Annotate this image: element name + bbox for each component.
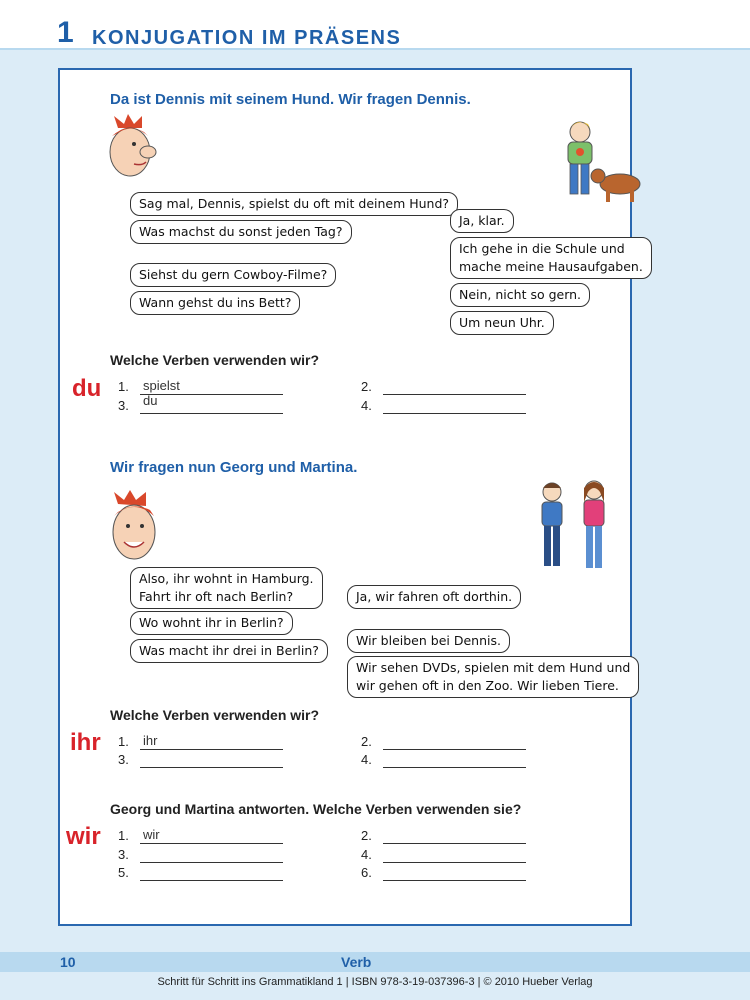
answer-line: mache meine Hausaufgaben. — [459, 259, 643, 274]
answer-line[interactable] — [383, 413, 526, 414]
section2-title: Wir fragen nun Georg und Martina. — [110, 459, 358, 476]
speech-bubble-question — [130, 567, 323, 609]
item-number: 1. — [118, 734, 129, 749]
item-number: 4. — [361, 752, 372, 767]
speech-bubble-question: Was macht ihr drei in Berlin? — [130, 639, 328, 663]
speech-bubble-question: Siehst du gern Cowboy-Filme? — [130, 263, 336, 287]
answer-line[interactable] — [140, 413, 283, 414]
section1-exercise-title: Welche Verben verwenden wir? — [110, 352, 320, 368]
answer-line[interactable] — [383, 749, 526, 750]
answer-line[interactable] — [383, 880, 526, 881]
pronoun-ihr: ihr — [70, 729, 101, 756]
answer-line[interactable] — [140, 862, 283, 863]
speech-bubble-answer: Ja, wir fahren oft dorthin. — [347, 585, 521, 609]
item-number: 1. — [118, 828, 129, 843]
item-answer: ihr — [143, 733, 158, 748]
answer-line[interactable] — [140, 394, 283, 395]
georg-and-martina-illustration — [536, 478, 612, 578]
question-line: Fahrt ihr oft nach Berlin? — [139, 589, 294, 604]
chapter-number: 1 — [57, 16, 74, 49]
item-answer: spielst du — [143, 378, 180, 408]
item-number: 6. — [361, 865, 372, 880]
item-number: 1. — [118, 379, 129, 394]
answer-line: wir gehen oft in den Zoo. Wir lieben Tiere. — [356, 678, 619, 693]
page-header — [0, 0, 750, 50]
item-number: 2. — [361, 734, 372, 749]
page-number: 10 — [60, 954, 76, 970]
speech-bubble-answer: Um neun Uhr. — [450, 311, 554, 335]
speech-bubble-answer — [450, 237, 652, 279]
item-number: 3. — [118, 752, 129, 767]
dennis-and-dog-illustration — [558, 118, 644, 206]
speech-bubble-question: Sag mal, Dennis, spielst du oft mit deinem Hund? — [130, 192, 458, 216]
footer-band — [0, 952, 750, 972]
answer-line[interactable] — [140, 749, 283, 750]
item-number: 4. — [361, 398, 372, 413]
speech-bubble-question: Wann gehst du ins Bett? — [130, 291, 300, 315]
speech-bubble-answer: Nein, nicht so gern. — [450, 283, 590, 307]
footer-imprint: Schritt für Schritt ins Grammatikland 1 | ISBN 978-3-19-037396-3 | © 2010 Hueber Verlag — [157, 976, 593, 988]
item-number: 4. — [361, 847, 372, 862]
section3-exercise-title: Georg und Martina antworten. Welche Verben verwenden sie? — [110, 801, 522, 817]
answer-line[interactable] — [383, 862, 526, 863]
answer-line[interactable] — [140, 880, 283, 881]
answer-line[interactable] — [383, 394, 526, 395]
answer-line: Wir sehen DVDs, spielen mit dem Hund und — [356, 660, 631, 675]
item-number: 2. — [361, 379, 372, 394]
questioner-face-illustration — [104, 114, 164, 186]
item-number: 5. — [118, 865, 129, 880]
section1-title: Da ist Dennis mit seinem Hund. Wir fragen Dennis. — [110, 91, 471, 108]
speech-bubble-answer — [347, 656, 639, 698]
answer-line[interactable] — [140, 767, 283, 768]
pronoun-du: du — [72, 375, 102, 402]
speech-bubble-question: Wo wohnt ihr in Berlin? — [130, 611, 293, 635]
questioner-face-illustration — [106, 492, 162, 564]
item-number: 3. — [118, 398, 129, 413]
item-number: 2. — [361, 828, 372, 843]
answer-line: Ich gehe in die Schule und — [459, 241, 625, 256]
chapter-title: KONJUGATION IM PRÄSENS — [92, 27, 402, 49]
question-line: Also, ihr wohnt in Hamburg. — [139, 571, 314, 586]
item-number: 3. — [118, 847, 129, 862]
answer-line[interactable] — [383, 767, 526, 768]
item-answer: wir — [143, 827, 160, 842]
speech-bubble-answer: Ja, klar. — [450, 209, 514, 233]
speech-bubble-answer: Wir bleiben bei Dennis. — [347, 629, 510, 653]
pronoun-wir: wir — [66, 823, 101, 850]
answer-line[interactable] — [383, 843, 526, 844]
answer-line[interactable] — [140, 843, 283, 844]
section2-exercise-title: Welche Verben verwenden wir? — [110, 707, 320, 723]
footer-label: Verb — [341, 954, 372, 970]
speech-bubble-question: Was machst du sonst jeden Tag? — [130, 220, 352, 244]
